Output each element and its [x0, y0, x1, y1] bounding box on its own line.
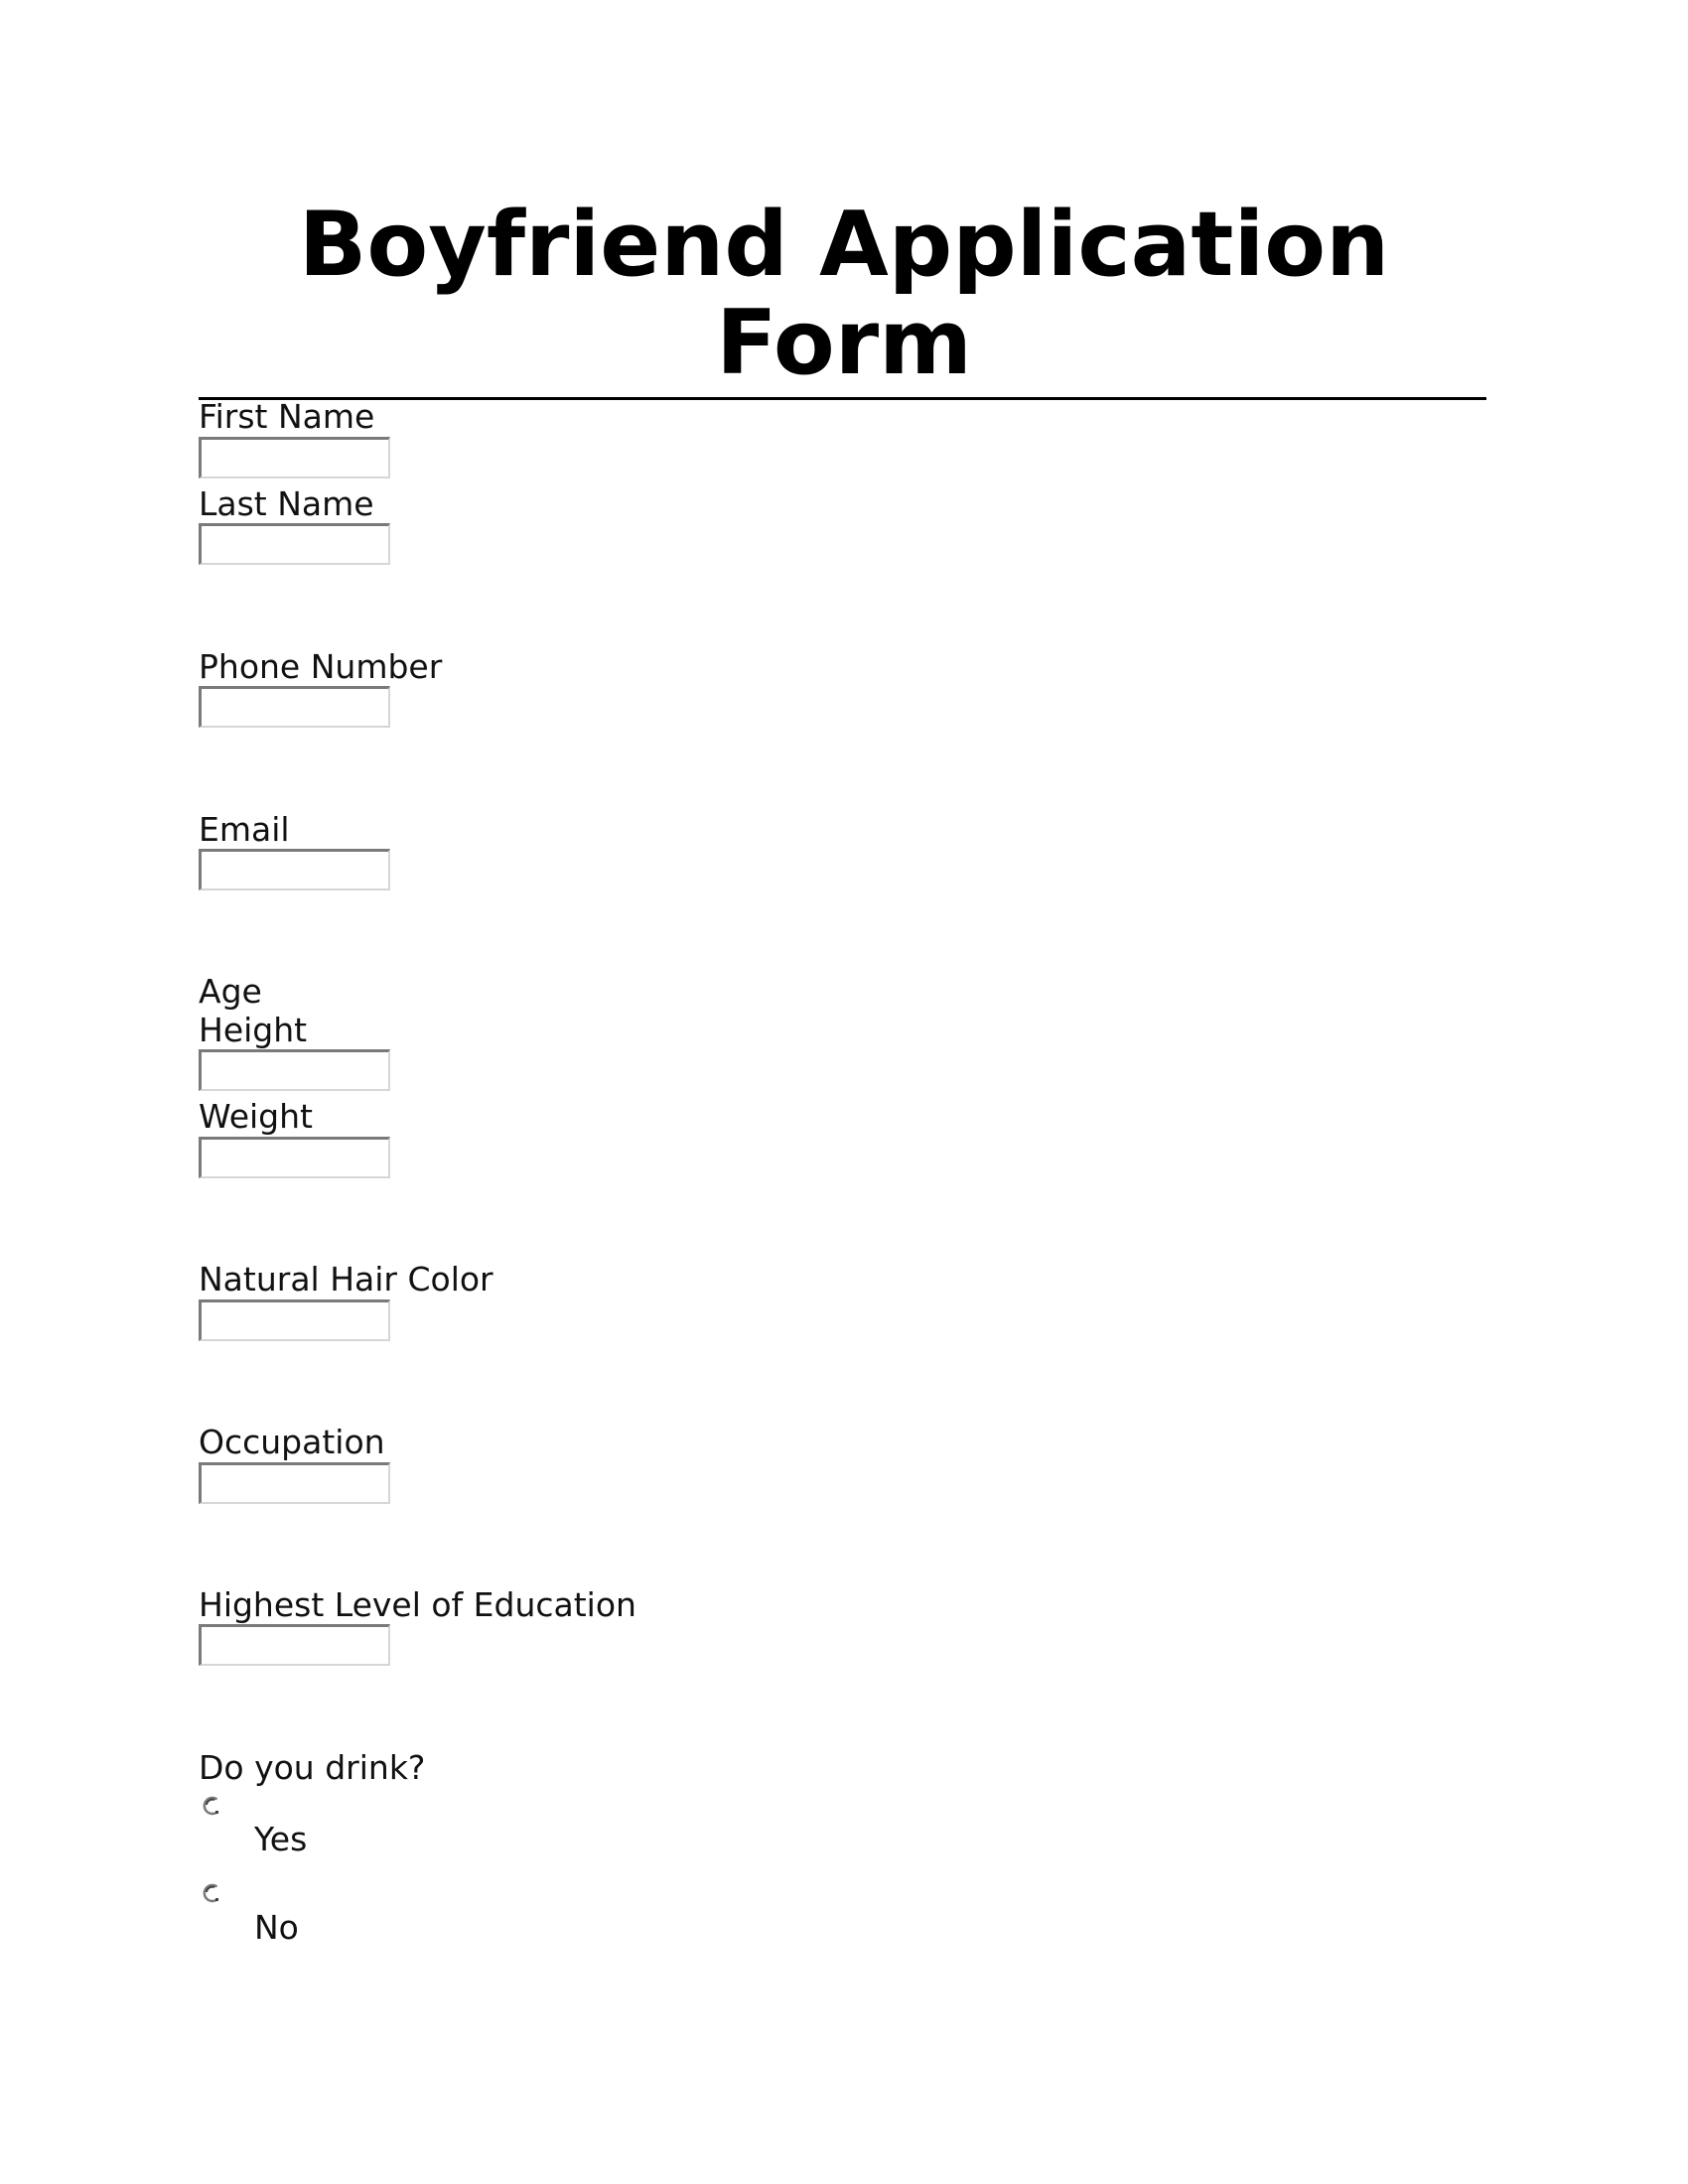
drink-no-label: No	[254, 1908, 299, 1947]
highest-education-field[interactable]	[199, 1624, 390, 1666]
radio-button-icon	[203, 1796, 222, 1816]
natural-hair-color-label: Natural Hair Color	[199, 1260, 493, 1298]
drink-question-label: Do you drink?	[199, 1748, 426, 1787]
occupation-field[interactable]	[199, 1462, 390, 1504]
last-name-field[interactable]	[199, 523, 390, 565]
title-line-2: Form	[716, 291, 972, 395]
first-name-label: First Name	[199, 397, 375, 436]
drink-yes-radio[interactable]	[203, 1796, 222, 1816]
email-field[interactable]	[199, 849, 390, 890]
title-divider	[199, 397, 1486, 400]
phone-number-label: Phone Number	[199, 647, 443, 686]
first-name-field[interactable]	[199, 437, 390, 478]
height-label: Height	[199, 1011, 308, 1049]
title-line-1: Boyfriend Application	[298, 193, 1390, 297]
highest-education-label: Highest Level of Education	[199, 1585, 636, 1624]
natural-hair-color-field[interactable]	[199, 1299, 390, 1341]
weight-label: Weight	[199, 1097, 313, 1136]
drink-yes-label: Yes	[254, 1820, 308, 1858]
weight-field[interactable]	[199, 1137, 390, 1178]
radio-button-icon	[203, 1883, 222, 1903]
occupation-label: Occupation	[199, 1423, 385, 1461]
page-title	[199, 193, 1489, 395]
height-field[interactable]	[199, 1049, 390, 1091]
email-label: Email	[199, 810, 290, 849]
age-label: Age	[199, 972, 262, 1011]
last-name-label: Last Name	[199, 484, 374, 523]
drink-no-radio[interactable]	[203, 1883, 222, 1903]
phone-number-field[interactable]	[199, 686, 390, 728]
